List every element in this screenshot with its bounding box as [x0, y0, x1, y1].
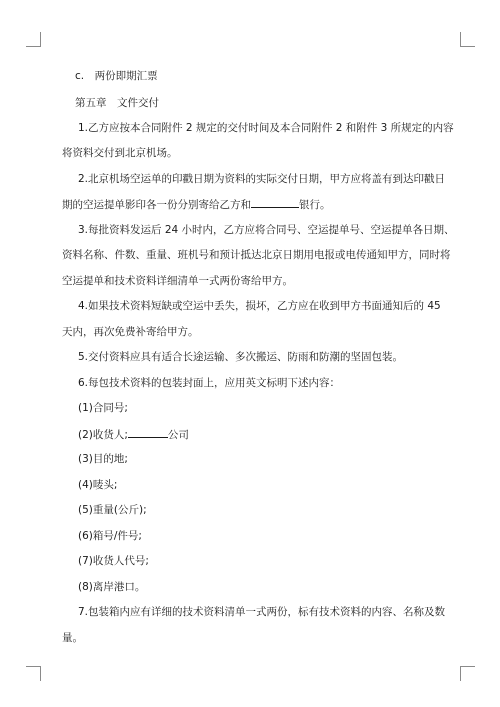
corner-mark-top-left	[26, 32, 41, 47]
corner-mark-bottom-right	[460, 666, 475, 681]
list-item-2-suffix: 公司	[167, 429, 189, 441]
paragraph-1-line-1: 1.乙方应按本合同附件 2 规定的交付时间及本合同附件 2 和附件 3 所规定的内容	[78, 122, 454, 134]
paragraph-2-line-2	[62, 197, 331, 212]
list-item-7: (7)收货人代号;	[78, 555, 149, 567]
list-item-2-label: (2)收货人;	[78, 429, 128, 441]
paragraph-1-line-2: 将资料交付到北京机场。	[62, 147, 178, 159]
paragraph-3-line-2: 资料名称、件数、重量、班机号和预计抵达北京日期用电报或电传通知甲方，同时将	[62, 249, 451, 261]
corner-mark-top-right	[460, 32, 475, 47]
list-item-3: (3)目的地;	[78, 453, 128, 465]
list-item-2	[78, 427, 189, 442]
list-item-4: (4)唛头;	[78, 479, 118, 491]
paragraph-6: 6.每包技术资料的包装封面上，应用英文标明下述内容：	[78, 377, 341, 389]
bank-name-blank	[251, 197, 299, 208]
corner-mark-bottom-left	[26, 666, 41, 681]
paragraph-2-line-1: 2.北京机场空运单的印戳日期为资料的实际交付日期，甲方应将盖有到达印戳日	[78, 173, 446, 185]
paragraph-7-line-1: 7.包装箱内应有详细的技术资料清单一式两份，标有技术资料的内容、名称及数	[78, 606, 446, 618]
list-item-8: (8)离岸港口。	[78, 581, 146, 593]
paragraph-4-line-1: 4.如果技术资料短缺或空运中丢失，损坏，乙方应在收到甲方书面通知后的 45	[78, 300, 441, 312]
paragraph-5: 5.交付资料应具有适合长途运输、多次搬运、防雨和防潮的坚固包装。	[78, 351, 404, 363]
chapter-heading: 第五章 文件交付	[75, 97, 159, 109]
paragraph-4-line-2: 天内，再次免费补寄给甲方。	[62, 326, 199, 338]
paragraph-3-line-1: 3.每批资料发运后 24 小时内，乙方应将合同号、空运提单号、空运提单各日期、	[78, 224, 455, 236]
item-c-line: c. 两份即期汇票	[75, 70, 158, 82]
paragraph-3-line-3: 空运提单和技术资料详细清单一式两份寄给甲方。	[62, 275, 293, 287]
list-item-1: (1)合同号;	[78, 402, 128, 414]
paragraph-2-text-before-blank: 期的空运提单影印各一份分别寄给乙方和	[62, 199, 251, 211]
list-item-5: (5)重量(公斤);	[78, 504, 147, 516]
paragraph-2-text-after-blank: 银行。	[299, 199, 331, 211]
consignee-blank	[128, 427, 168, 438]
list-item-6: (6)箱号/件号;	[78, 530, 142, 542]
paragraph-7-line-2: 量。	[62, 632, 83, 644]
